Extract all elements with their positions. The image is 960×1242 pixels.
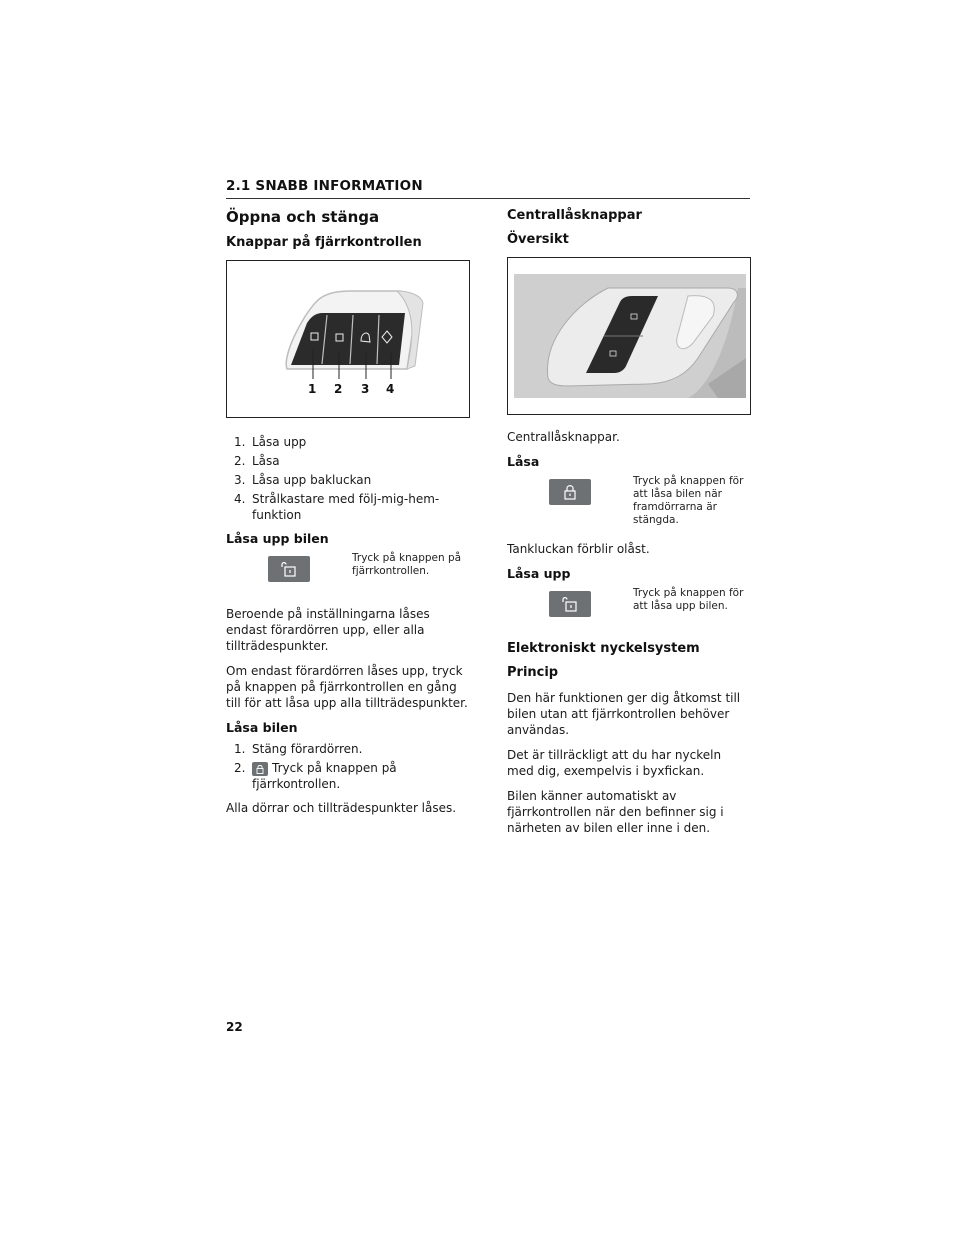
list-item: 1. Stäng förardörren. bbox=[234, 742, 363, 756]
unlock-caption: Tryck på knappen för att låsa upp bilen. bbox=[633, 587, 744, 612]
remote-key-illustration bbox=[227, 261, 470, 418]
figure-caption: Centrallåsknappar. bbox=[507, 430, 620, 444]
list-item: 2. Låsa bbox=[234, 454, 280, 468]
paragraph: Beroende på inställningarna låses endast förardörren upp, eller alla tillträdespunkter. bbox=[226, 607, 430, 653]
paragraph: Alla dörrar och tillträdespunkter låses. bbox=[226, 801, 457, 815]
page-number: 22 bbox=[226, 1020, 243, 1034]
list-item: 4. Strålkastare med följ-mig-hem-funktion bbox=[234, 492, 440, 522]
figure-label-3: 3 bbox=[361, 382, 370, 396]
figure-label-2: 2 bbox=[334, 382, 343, 396]
list-item: 2. Tryck på knappen på fjärrkontrollen. bbox=[234, 761, 397, 791]
paragraph: Bilen känner automatiskt av fjärrkontrollen när den befinner sig i närheten av bilen eller inne i den. bbox=[507, 789, 724, 835]
unlock-button-icon bbox=[549, 591, 591, 617]
lock-caption: Tryck på knappen för att låsa bilen när framdörrarna är stängda. bbox=[633, 475, 744, 526]
lock-heading: Låsa bbox=[507, 454, 540, 469]
paragraph: Om endast förardörren låses upp, tryck på knappen på fjärrkontrollen en gång till för att låsa upp alla tillträdespunkter. bbox=[226, 664, 468, 710]
remote-key-figure bbox=[226, 260, 470, 418]
lock-button-icon bbox=[549, 479, 591, 505]
principle-heading: Princip bbox=[507, 665, 559, 680]
lock-steps-list bbox=[226, 741, 470, 792]
unlock-car-caption: Tryck på knappen på fjärrkontrollen. bbox=[352, 552, 462, 577]
eks-heading: Elektroniskt nyckelsystem bbox=[507, 641, 700, 656]
lock-car-heading: Låsa bilen bbox=[226, 720, 298, 735]
section-header bbox=[226, 178, 750, 199]
lock-row bbox=[507, 475, 751, 527]
remote-buttons-list bbox=[226, 434, 470, 523]
lock-button-icon bbox=[252, 762, 268, 776]
central-lock-heading: Centrallåsknappar bbox=[507, 208, 642, 223]
page-title: Öppna och stänga bbox=[226, 208, 380, 226]
list-item: 1. Låsa upp bbox=[234, 435, 307, 449]
overview-heading: Översikt bbox=[507, 232, 569, 247]
unlock-row bbox=[507, 587, 751, 627]
left-column bbox=[226, 208, 470, 825]
paragraph: Den här funktionen ger dig åtkomst till bilen utan att fjärrkontrollen behöver användas. bbox=[507, 691, 741, 737]
section-rule bbox=[226, 198, 750, 199]
unlock-heading: Låsa upp bbox=[507, 566, 571, 581]
figure-label-1: 1 bbox=[308, 382, 317, 396]
unlock-button-icon bbox=[268, 556, 310, 582]
figure-label-4: 4 bbox=[386, 382, 395, 396]
door-handle-figure bbox=[507, 257, 751, 415]
paragraph: Tankluckan förblir olåst. bbox=[507, 542, 650, 556]
door-handle-illustration bbox=[508, 258, 751, 415]
unlock-car-row bbox=[226, 552, 470, 592]
list-item: 3. Låsa upp bakluckan bbox=[234, 473, 372, 487]
remote-buttons-heading: Knappar på fjärrkontrollen bbox=[226, 235, 422, 250]
section-title: 2.1 SNABB INFORMATION bbox=[226, 178, 423, 194]
unlock-car-heading: Låsa upp bilen bbox=[226, 531, 329, 546]
right-column bbox=[507, 208, 751, 845]
paragraph: Det är tillräckligt att du har nyckeln med dig, exempelvis i byxfickan. bbox=[507, 748, 722, 778]
